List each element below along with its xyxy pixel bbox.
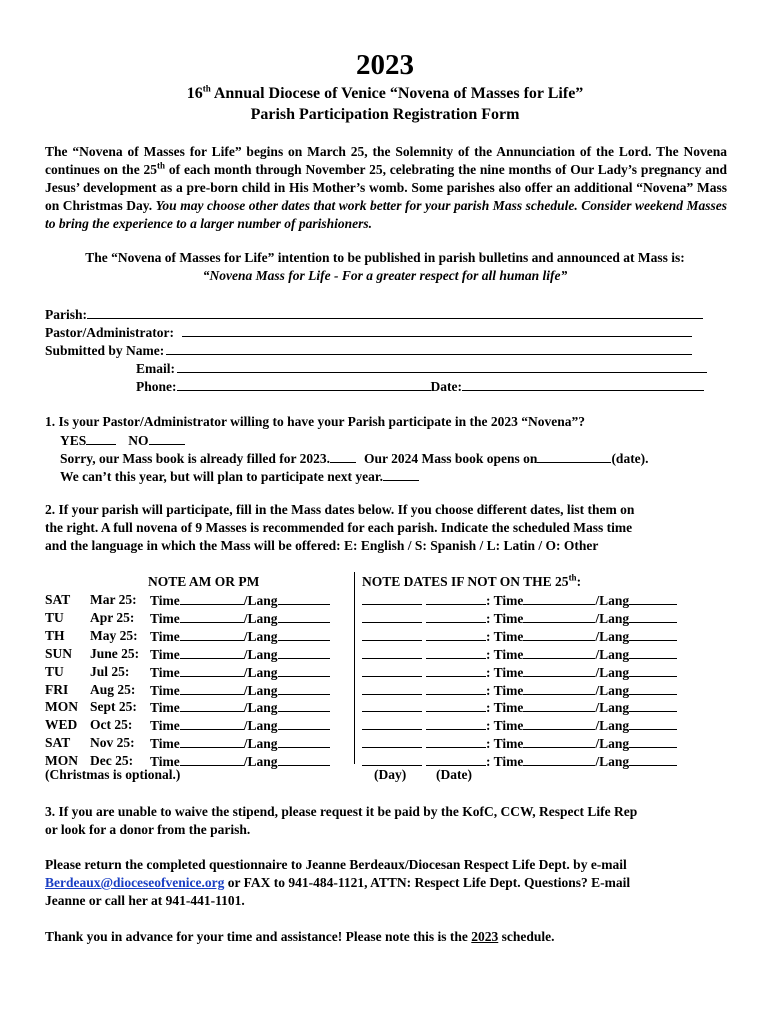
form-title: 16th Annual Diocese of Venice “Novena of Masses for Life”	[186, 83, 584, 102]
schedule-date: Mar 25:	[90, 592, 137, 607]
alt-date-input-line[interactable]	[426, 628, 486, 641]
email-field[interactable]: Email:	[136, 360, 707, 377]
right-column-header: NOTE DATES IF NOT ON THE 25th:	[362, 572, 582, 589]
time-input-line[interactable]	[180, 592, 244, 605]
form-subtitle: Parish Participation Registration Form	[250, 106, 520, 123]
alt-date-entry[interactable]: : Time /Lang	[362, 592, 677, 609]
alt-date-input-line[interactable]	[426, 753, 486, 766]
alt-date-entry[interactable]: : Time /Lang	[362, 717, 677, 734]
q1-sorry[interactable]: Sorry, our Mass book is already filled for 2023. Our 2024 Mass book opens on (date).	[60, 451, 649, 466]
alt-day-input-line[interactable]	[362, 610, 422, 623]
q3-line2: or look for a donor from the parish.	[45, 822, 251, 837]
alt-date-input-line[interactable]	[426, 646, 486, 659]
schedule-time-lang[interactable]: Time /Lang	[150, 699, 330, 716]
time-input-line[interactable]	[180, 682, 244, 695]
schedule-day: SUN	[45, 646, 73, 661]
pastor-field[interactable]: Pastor/Administrator:	[45, 324, 692, 341]
schedule-row	[0, 664, 770, 682]
alt-date-entry[interactable]: : Time /Lang	[362, 646, 677, 663]
alt-time-input-line[interactable]	[523, 753, 595, 766]
alt-day-input-line[interactable]	[362, 664, 422, 677]
thanks-year: 2023	[471, 929, 499, 944]
lang-input-line[interactable]	[278, 646, 330, 659]
alt-date-input-line[interactable]	[426, 664, 486, 677]
schedule-time-lang[interactable]: Time /Lang	[150, 646, 330, 663]
alt-lang-input-line[interactable]	[629, 628, 677, 641]
parish-field[interactable]: Parish:	[45, 306, 703, 323]
phone-field[interactable]: Phone: Date:	[136, 378, 704, 395]
schedule-time-lang[interactable]: Time /Lang	[150, 664, 330, 681]
date-label: (Date)	[436, 767, 472, 782]
schedule-day: MON	[45, 699, 78, 714]
alt-lang-input-line[interactable]	[629, 735, 677, 748]
alt-day-input-line[interactable]	[362, 682, 422, 695]
lang-input-line[interactable]	[278, 628, 330, 641]
alt-date-entry[interactable]: : Time /Lang	[362, 628, 677, 645]
time-input-line[interactable]	[180, 699, 244, 712]
phone-input-line[interactable]	[177, 378, 431, 391]
alt-day-input-line[interactable]	[362, 699, 422, 712]
alt-date-input-line[interactable]	[426, 699, 486, 712]
schedule-row	[0, 610, 770, 628]
schedule-day: SAT	[45, 735, 71, 750]
pastor-input-line[interactable]	[182, 324, 692, 337]
q3-line1: 3. If you are unable to waive the stipend, please request it be paid by the KofC, CCW, Respect Life Rep	[45, 804, 638, 819]
schedule-date: Oct 25:	[90, 717, 133, 732]
alt-time-input-line[interactable]	[523, 682, 595, 695]
alt-date-input-line[interactable]	[426, 735, 486, 748]
q2-line3: and the language in which the Mass will be offered: E: English / S: Spanish / L: Latin / O: Other	[45, 538, 599, 553]
schedule-date: Sept 25:	[90, 699, 137, 714]
return-line1: Please return the completed questionnaire to Jeanne Berdeaux/Diocesan Respect Life Dept. by e-mail	[45, 857, 627, 872]
alt-lang-input-line[interactable]	[629, 610, 677, 623]
schedule-row	[0, 735, 770, 753]
q1-question: 1. Is your Pastor/Administrator willing to have your Parish participate in the 2023 “Novena”?	[45, 414, 585, 429]
lang-input-line[interactable]	[278, 592, 330, 605]
schedule-time-lang[interactable]: Time /Lang	[150, 592, 330, 609]
schedule-date: Apr 25:	[90, 610, 135, 625]
schedule-row	[0, 682, 770, 700]
alt-lang-input-line[interactable]	[629, 753, 677, 766]
schedule-row	[0, 699, 770, 717]
schedule-time-lang[interactable]: Time /Lang	[150, 628, 330, 645]
time-input-line[interactable]	[180, 753, 244, 766]
schedule-time-lang[interactable]: Time /Lang	[150, 735, 330, 752]
alt-lang-input-line[interactable]	[629, 664, 677, 677]
schedule-time-lang[interactable]: Time /Lang	[150, 717, 330, 734]
alt-time-input-line[interactable]	[523, 592, 595, 605]
time-input-line[interactable]	[180, 735, 244, 748]
intro-paragraph: The “Novena of Masses for Life” begins on March 25, the Solemnity of the Annunciation of the Lord. The Novena continues on the 25th of each month through November 25, celebrating the nine months of Our Lady’s pregnancy and Jesus’ development as a pre-born child in His Mother’s womb. Some parishes also offer an additional “Novena” Mass on Christmas Day. You may choose other dates that work better for your parish Mass schedule. Consider weekend Masses to bring the experience to a larger number of parishioners.	[45, 144, 728, 231]
schedule-day: TH	[45, 628, 65, 643]
day-label: (Day)	[374, 767, 407, 782]
lang-input-line[interactable]	[278, 753, 330, 766]
schedule-day: SAT	[45, 592, 71, 607]
alt-day-input-line[interactable]	[362, 592, 422, 605]
return-line2: Berdeaux@dioceseofvenice.org or FAX to 941-484-1121, ATTN: Respect Life Dept. Questions? E-mail	[45, 875, 631, 890]
schedule-row	[0, 717, 770, 735]
no-input-line[interactable]	[149, 432, 185, 445]
lang-input-line[interactable]	[278, 717, 330, 730]
yes-input-line[interactable]	[86, 432, 116, 445]
schedule-date: Nov 25:	[90, 735, 135, 750]
date-field-label: Date:	[430, 379, 462, 394]
alt-lang-input-line[interactable]	[629, 646, 677, 659]
alt-date-input-line[interactable]	[426, 682, 486, 695]
christmas-note: (Christmas is optional.)	[45, 767, 181, 782]
time-input-line[interactable]	[180, 646, 244, 659]
alt-time-input-line[interactable]	[523, 735, 595, 748]
alt-time-input-line[interactable]	[523, 646, 595, 659]
alt-day-input-line[interactable]	[362, 753, 422, 766]
sorry-input-line[interactable]	[330, 450, 356, 463]
schedule-date: Jul 25:	[90, 664, 130, 679]
submitted-by-field[interactable]: Submitted by Name:	[45, 342, 692, 359]
alt-time-input-line[interactable]	[523, 699, 595, 712]
alt-day-input-line[interactable]	[362, 646, 422, 659]
schedule-date: Dec 25:	[90, 753, 134, 768]
alt-date-input-line[interactable]	[426, 610, 486, 623]
schedule-day: WED	[45, 717, 78, 732]
alt-date-input-line[interactable]	[426, 717, 486, 730]
opens-date-input-line[interactable]	[537, 450, 611, 463]
schedule-row	[0, 646, 770, 664]
time-input-line[interactable]	[180, 628, 244, 641]
alt-day-input-line[interactable]	[362, 735, 422, 748]
alt-time-input-line[interactable]	[523, 610, 595, 623]
lang-input-line[interactable]	[278, 699, 330, 712]
schedule-date: June 25:	[90, 646, 140, 661]
time-input-line[interactable]	[180, 664, 244, 677]
schedule-day: MON	[45, 753, 78, 768]
q2-line1: 2. If your parish will participate, fill in the Mass dates below. If you choose different dates, list them on	[45, 502, 635, 517]
schedule-time-lang[interactable]: Time /Lang	[150, 610, 330, 627]
alt-date-entry[interactable]: : Time /Lang	[362, 735, 677, 752]
schedule-day: FRI	[45, 682, 69, 697]
alt-time-input-line[interactable]	[523, 664, 595, 677]
email-input-line[interactable]	[177, 360, 707, 373]
schedule-time-lang[interactable]: Time /Lang	[150, 682, 330, 699]
alt-date-entry[interactable]: : Time /Lang	[362, 610, 677, 627]
lang-input-line[interactable]	[278, 682, 330, 695]
schedule-day: TU	[45, 610, 64, 625]
alt-lang-input-line[interactable]	[629, 682, 677, 695]
time-input-line[interactable]	[180, 610, 244, 623]
lang-input-line[interactable]	[278, 610, 330, 623]
left-column-header: NOTE AM OR PM	[148, 574, 260, 589]
intention-intro: The “Novena of Masses for Life” intention to be published in parish bulletins and announced at Mass is:	[85, 250, 685, 265]
q1-cant[interactable]: We can’t this year, but will plan to participate next year.	[60, 468, 419, 485]
schedule-time-lang[interactable]: Time /Lang	[150, 753, 330, 770]
thanks-line: Thank you in advance for your time and assistance! Please note this is the 2023 schedule.	[45, 929, 555, 944]
schedule-date: May 25:	[90, 628, 138, 643]
alt-lang-input-line[interactable]	[629, 717, 677, 730]
alt-day-input-line[interactable]	[362, 717, 422, 730]
alt-date-entry[interactable]: : Time /Lang	[362, 682, 677, 699]
schedule-row	[0, 592, 770, 610]
lang-input-line[interactable]	[278, 664, 330, 677]
date-input-line[interactable]	[462, 378, 704, 391]
alt-lang-input-line[interactable]	[629, 699, 677, 712]
form-year: 2023	[356, 49, 414, 81]
alt-date-entry[interactable]: : Time /Lang	[362, 664, 677, 681]
alt-time-input-line[interactable]	[523, 717, 595, 730]
alt-lang-input-line[interactable]	[629, 592, 677, 605]
time-input-line[interactable]	[180, 717, 244, 730]
return-line3: Jeanne or call her at 941-441-1101.	[45, 893, 245, 908]
intention-text: “Novena Mass for Life - For a greater respect for all human life”	[202, 268, 568, 283]
alt-date-entry[interactable]: : Time /Lang	[362, 753, 677, 770]
alt-time-input-line[interactable]	[523, 628, 595, 641]
schedule-day: TU	[45, 664, 64, 679]
alt-day-input-line[interactable]	[362, 628, 422, 641]
submitted-input-line[interactable]	[166, 342, 692, 355]
q2-line2: the right. A full novena of 9 Masses is recommended for each parish. Indicate the scheduled Mass time	[45, 520, 633, 535]
alt-date-entry[interactable]: : Time /Lang	[362, 699, 677, 716]
cant-input-line[interactable]	[383, 468, 419, 481]
parish-input-line[interactable]	[87, 306, 703, 319]
lang-input-line[interactable]	[278, 735, 330, 748]
contact-email-link[interactable]: Berdeaux@dioceseofvenice.org	[45, 875, 225, 890]
q1-yes-no[interactable]: YES NO	[60, 432, 185, 449]
schedule-row	[0, 628, 770, 646]
alt-date-input-line[interactable]	[426, 592, 486, 605]
schedule-date: Aug 25:	[90, 682, 136, 697]
